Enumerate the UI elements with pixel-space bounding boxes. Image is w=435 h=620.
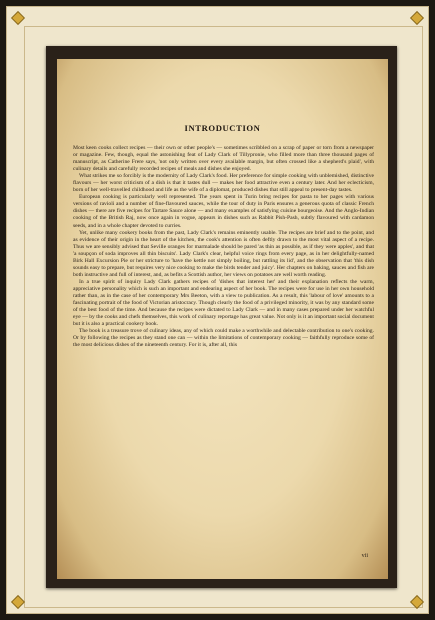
paragraph: Yet, unlike many cookery books from the past, Lady Clark's remains eminently usable. The recipes are brief and to the point, and as evidence of their origin in the heart of the kitchen, the cook's attention is often deftly drawn to the most vital aspect of a recipe. Thus we are sensibly advised that Seville oranges for marmalade should be pared 'as thin as possible, as if they were apples', and that 'a soupçon of soda improves all thin biscuits'. Lady Clark's clear, helpful voice rings from every page, as in her delightfully-named Birk Hall Excursion Pie or her stricture to 'have the kettle not simply boiling, but rattling its lid', and the observation that 'this dish sounds easy to prepare, but requires very nice cooking to make the birds tender and juicy'. Her chapters on baking, sauces and fish are both instructive and full of interest, and, as befits a Scottish author, her views on potatoes are well worth reading.	[73, 229, 374, 278]
book-page-photo	[46, 46, 397, 588]
book-page	[57, 59, 388, 579]
paragraph: What strikes me so forcibly is the modernity of Lady Clark's food. Her preference for simple cooking with unblemished, distinctive flavours — her worst criticism of a dish is that it tastes dull — makes her food attractive even a century later. And her eclecticism, born of her well-travelled childhood and life as the wife of a diplomat, produced dishes that still appeal to present-day tastes.	[73, 173, 374, 194]
picture-mat	[6, 6, 429, 614]
corner-ornament-icon	[12, 596, 23, 607]
paragraph: Most keen cooks collect recipes — their own or other people's — sometimes scribbled on a scrap of paper or torn from a newspaper or magazine. Few, though, equal the astonishing feat of Lady Clark of Tillypronie, who filled more than three thousand pages of manuscript, as Catherine Frere says, 'not only written over every available margin, but often crossed like a shepherd's plaid', with culinary details and carefully recorded recipes of meals and dishes she enjoyed.	[73, 145, 374, 173]
paragraph: European cooking is particularly well represented. The years spent in Turin bring recipes for pasta to her pages with various versions of ravioli and a number of fine-flavoured sauces, while the tour of duty in Paris ensures a generous quota of classic French dishes — there are five recipes for Tartare Sauce alone — and many examples of satisfying cuisine bourgeoise. And the Anglo-Indian cooking of the British Raj, now once again in vogue, appears in dishes such as Rabbit Pish-Pash, subtly flavoured with cardamon seeds, and in a whole chapter devoted to curries.	[73, 194, 374, 229]
page-heading: INTRODUCTION	[184, 123, 261, 133]
paragraph: In a true spirit of inquiry Lady Clark gathers recipes of 'dishes that interest her' and their explanation reflects the warm, appreciative personality which is such an important and endearing aspect of her book. The recipes were for use in her own household rather than, as in the case of her contemporary Mrs Beeton, with a view to publication. As a result, this 'labour of love' amounts to a fascinating portrait of the food of Victorian aristocracy. Though clearly the food of a privileged minority, it was by any standard some of the best food of the time. And because the recipes were dictated to Lady Clark — and in many cases prepared under her watchful eye — by the cooks and chefs themselves, this work of culinary reportage has great value. Not only is it an important social document but it is also a practical cookery book.	[73, 278, 374, 328]
paragraph: The book is a treasure trove of culinary ideas, any of which could make a worthwhile and delectable contribution to one's cooking. Or by following the recipes as they stand one can — within the limitations of contemporary cooking — faithfully reproduce some of the most delicious dishes of the nineteenth century. For it is, after all, this	[73, 328, 374, 349]
corner-ornament-icon	[411, 12, 422, 23]
body-text	[73, 145, 374, 349]
page-number: vii	[361, 553, 368, 559]
corner-ornament-icon	[12, 12, 23, 23]
